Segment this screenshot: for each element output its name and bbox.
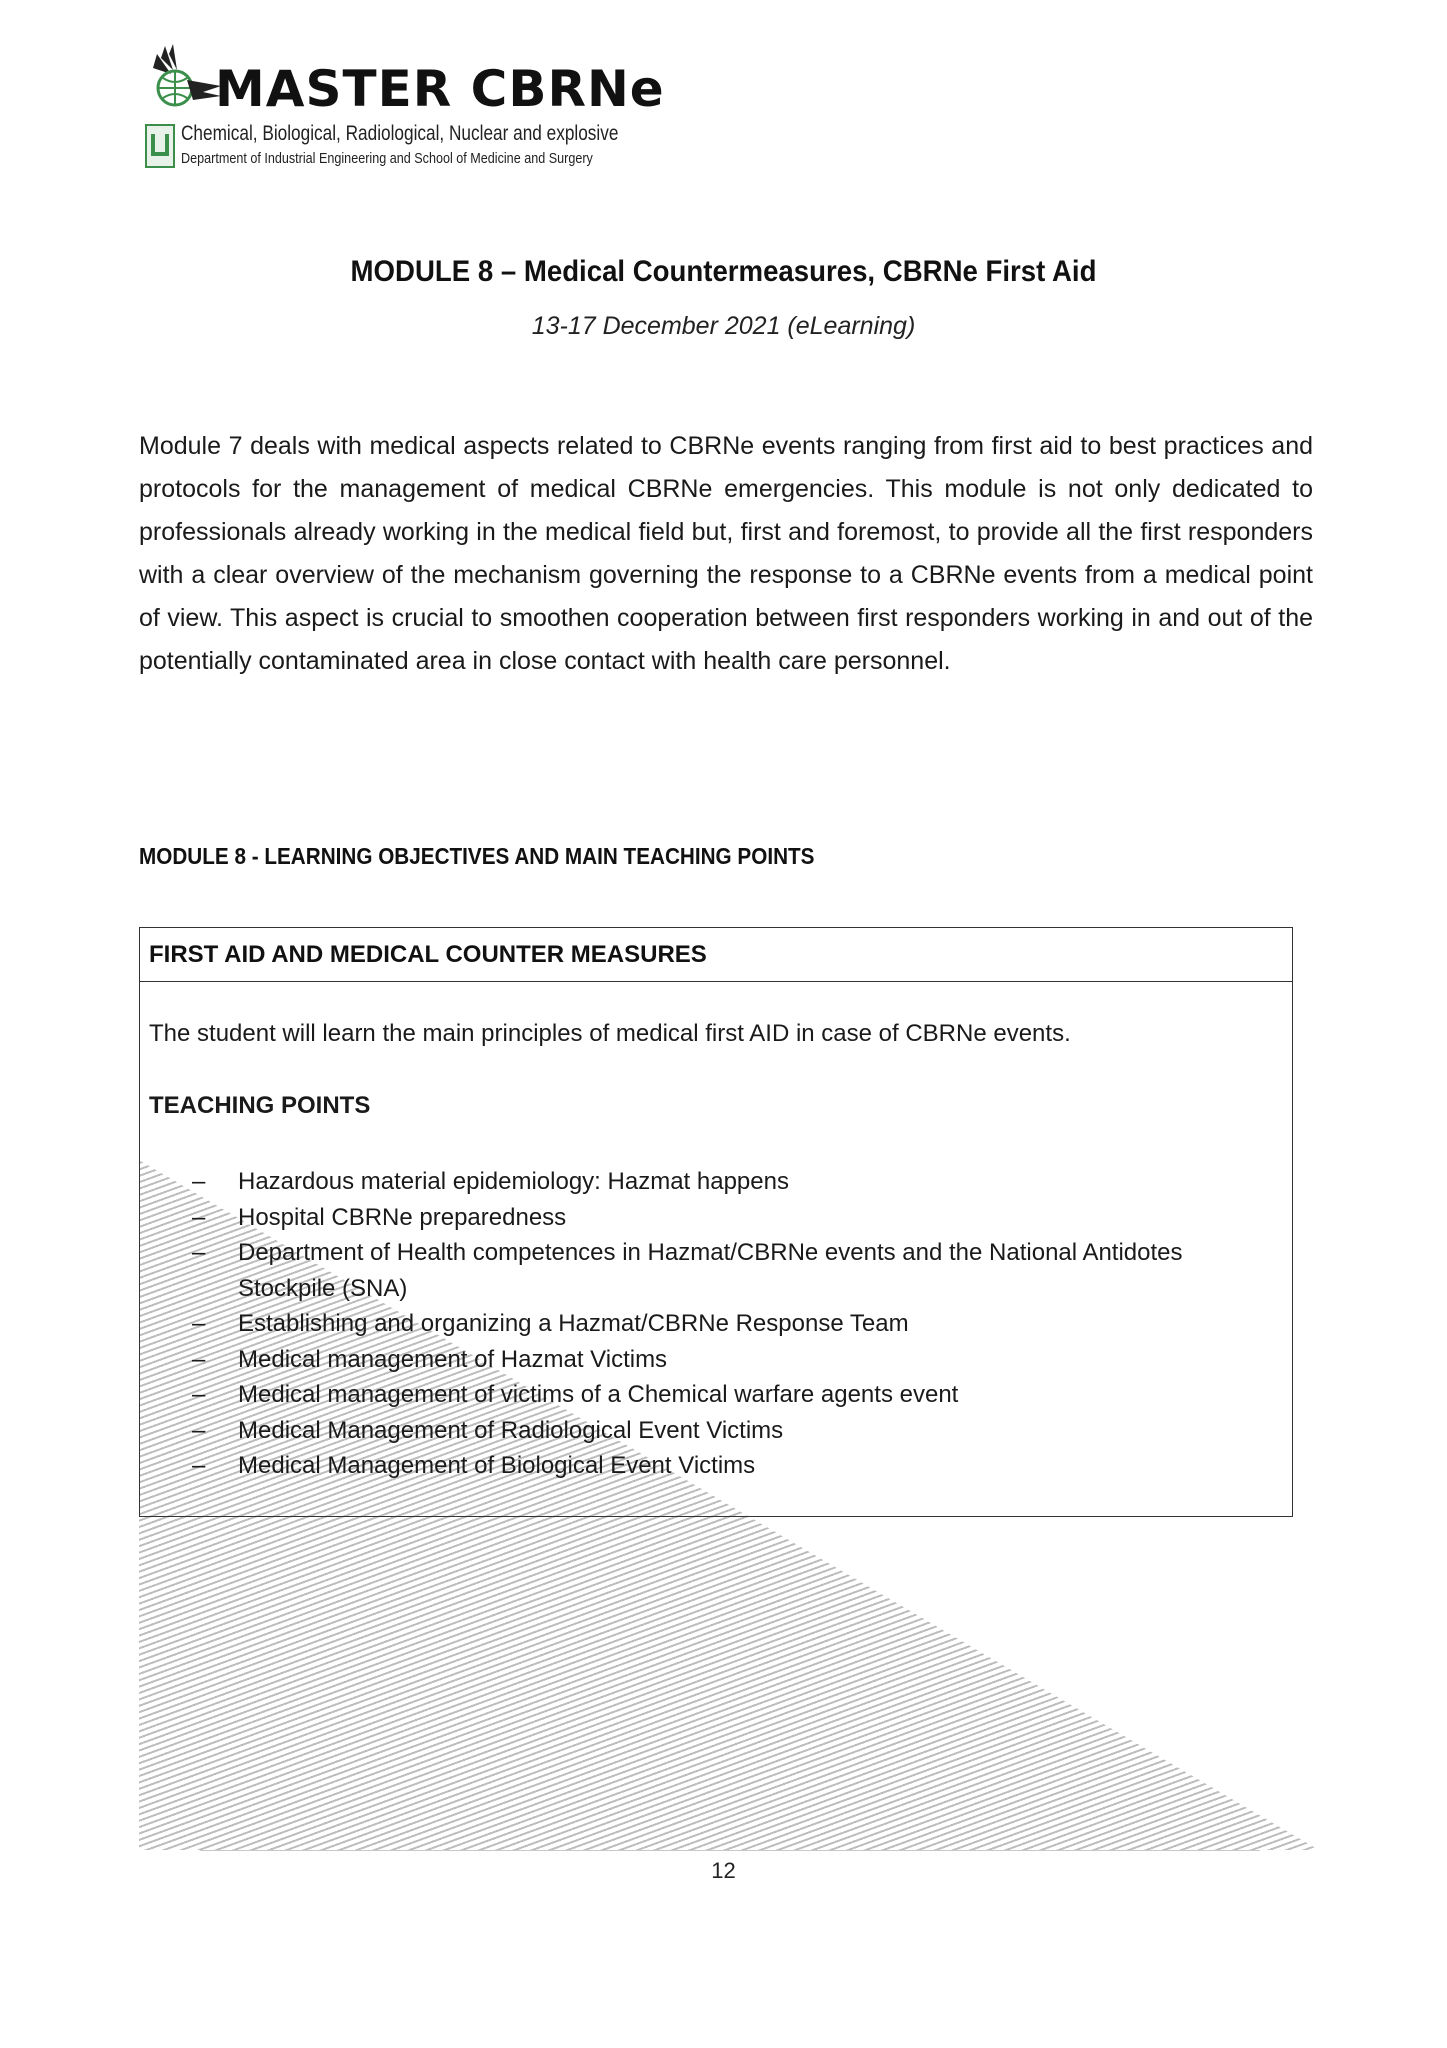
list-item xyxy=(149,1377,1269,1413)
list-item xyxy=(149,1413,1269,1449)
list-item xyxy=(149,1342,1269,1378)
list-item-text: Hazardous material epidemiology: Hazmat happens xyxy=(238,1168,789,1195)
list-item-text: Medical Management of Biological Event Victims xyxy=(238,1452,756,1479)
teaching-points-label: TEACHING POINTS xyxy=(149,1092,371,1119)
list-item xyxy=(149,1448,1269,1484)
logo-title: MASTER CBRNe xyxy=(215,60,665,118)
module-date: 13-17 December 2021 (eLearning) xyxy=(531,312,916,340)
learning-objective: The student will learn the main principles of medical first AID in case of CBRNe events. xyxy=(149,1020,1071,1047)
list-item-text: Hospital CBRNe preparedness xyxy=(238,1203,567,1231)
bullet-dash: – xyxy=(192,1239,206,1266)
page-number: 12 xyxy=(711,1858,736,1883)
objectives-box xyxy=(139,927,1293,1517)
list-item-text: Department of Health competences in Hazmat/CBRNe events and the National Antidotes Stockpile (SNA) xyxy=(238,1239,1183,1302)
footer-divider xyxy=(200,1850,1260,1851)
list-item xyxy=(149,1164,1269,1200)
eagle-globe-emblem-icon xyxy=(143,40,223,120)
bullet-dash: – xyxy=(192,1381,206,1408)
box-header: FIRST AID AND MEDICAL COUNTER MEASURES xyxy=(140,928,1292,982)
list-item-text: Medical Management of Radiological Event Victims xyxy=(238,1416,784,1444)
university-emblem-icon xyxy=(145,124,175,168)
bullet-dash: – xyxy=(192,1345,206,1373)
bullet-dash: – xyxy=(192,1310,206,1337)
bullet-dash: – xyxy=(192,1452,206,1479)
module-title: MODULE 8 – Medical Countermeasures, CBRNe First Aid xyxy=(350,255,1097,288)
list-item-text: Establishing and organizing a Hazmat/CBRNe Response Team xyxy=(238,1310,909,1337)
intro-paragraph: Module 7 deals with medical aspects related to CBRNe events ranging from first aid to best practices and protocols for the management of medical CBRNe emergencies. This module is not only dedicated to professionals already working in the medical field but, first and foremost, to provide all the first responders with a clear overview of the mechanism governing the response to a CBRNe events from a medical point of view. This aspect is crucial to smoothen cooperation between first responders working in and out of the potentially contaminated area in close contact with health care personnel. xyxy=(139,432,1313,675)
list-item-text: Medical management of victims of a Chemical warfare agents event xyxy=(238,1381,959,1408)
list-item xyxy=(149,1200,1269,1236)
list-item xyxy=(149,1306,1269,1342)
master-cbrne-logo xyxy=(143,40,665,180)
logo-subtitle: Chemical, Biological, Radiological, Nuclear and explosive xyxy=(181,122,619,145)
bullet-dash: – xyxy=(192,1203,206,1231)
bullet-dash: – xyxy=(192,1168,206,1195)
logo-department: Department of Industrial Engineering and School of Medicine and Surgery xyxy=(181,150,593,167)
bullet-dash: – xyxy=(192,1416,206,1444)
section-heading: MODULE 8 - LEARNING OBJECTIVES AND MAIN TEACHING POINTS xyxy=(139,843,815,869)
teaching-points-list xyxy=(149,1164,1269,1484)
list-item-text: Medical management of Hazmat Victims xyxy=(238,1345,668,1373)
list-item xyxy=(149,1235,1269,1306)
